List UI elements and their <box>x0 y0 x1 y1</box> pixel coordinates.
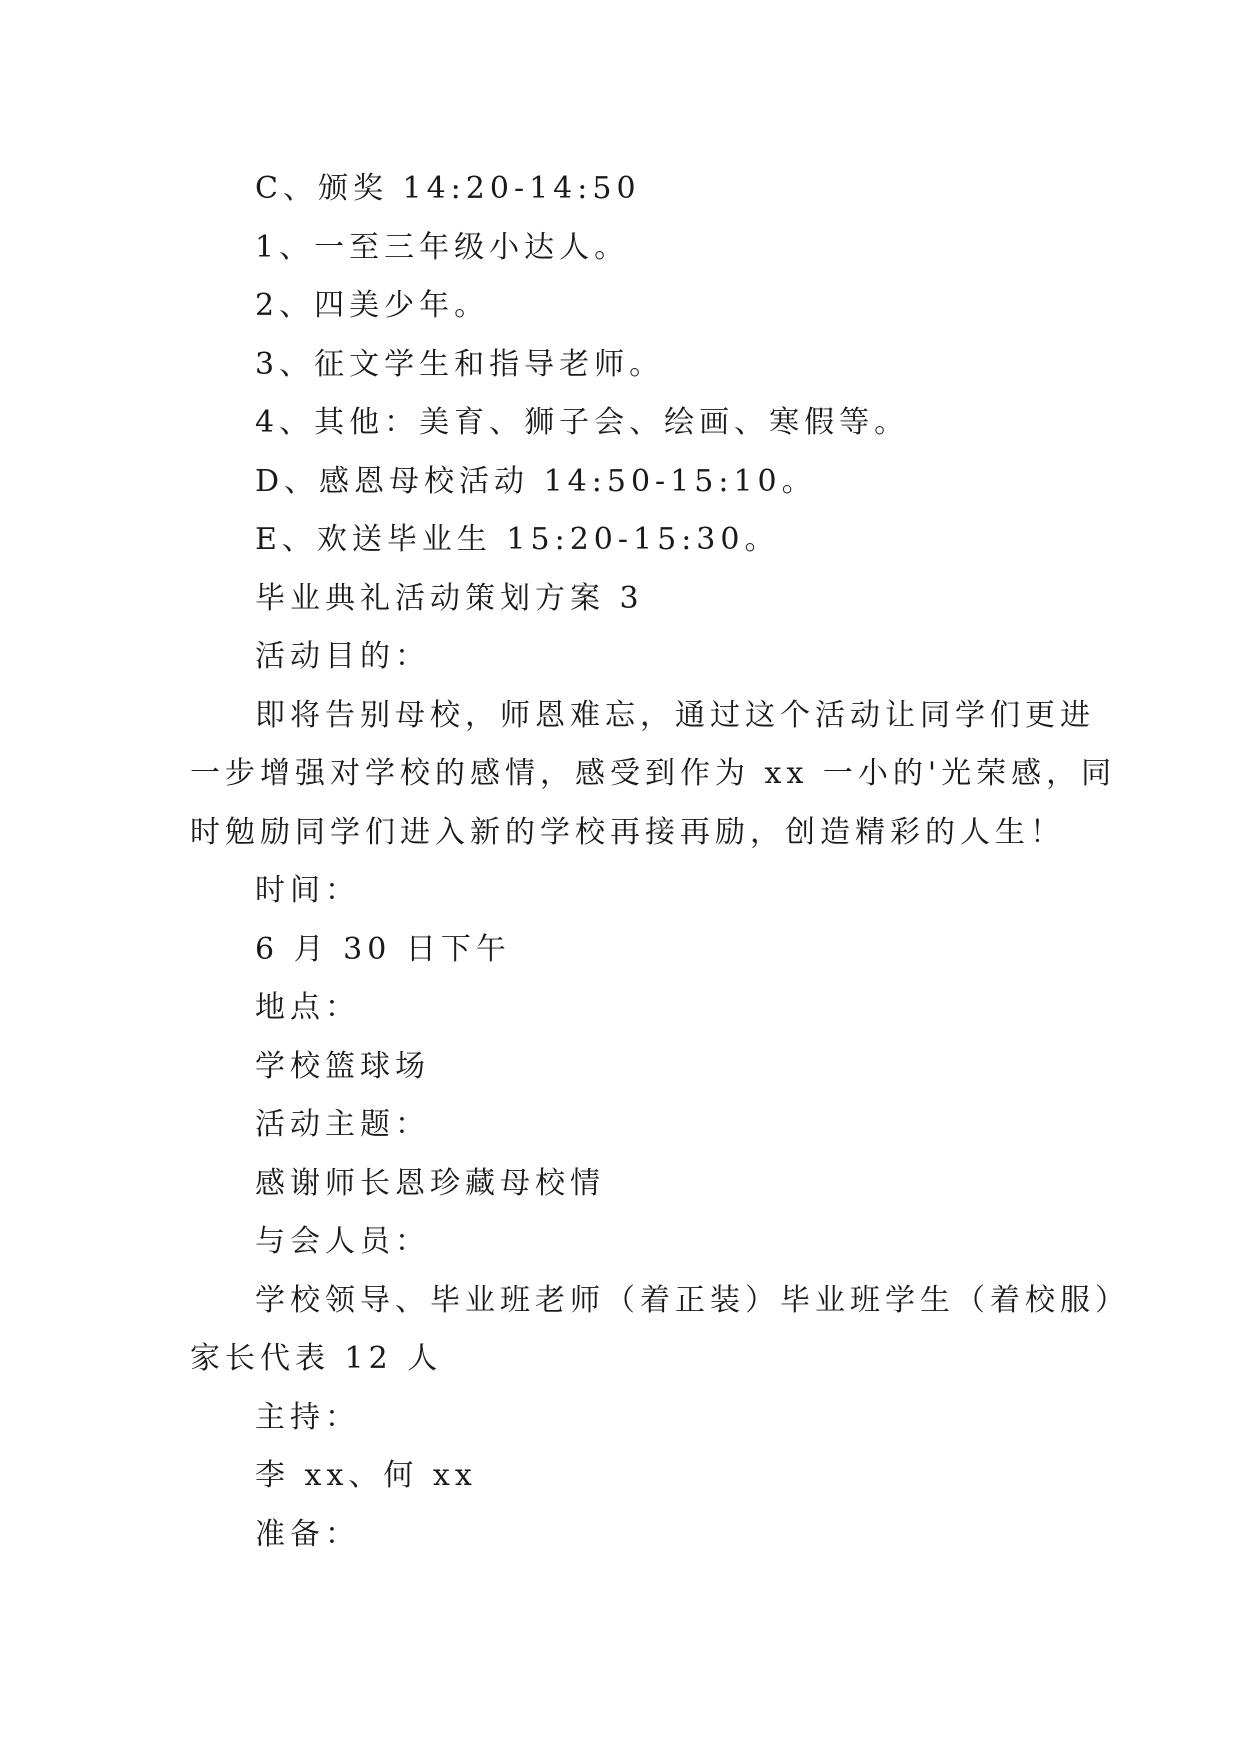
award-schedule-line: C、颁奖 14:20-14:50 <box>255 171 641 206</box>
host-value: 李 xx、何 xx <box>255 1458 477 1493</box>
host-label: 主持： <box>255 1399 360 1435</box>
award-item-1: 1、一至三年级小达人。 <box>255 229 630 265</box>
award-item-2: 2、四美少年。 <box>255 288 490 323</box>
purpose-line-3: 时勉励同学们进入新的学校再接再励，创造精彩的人生！ <box>190 814 1065 850</box>
award-item-3: 3、征文学生和指导老师。 <box>255 346 665 382</box>
attendees-line-2: 家长代表 12 人 <box>190 1341 443 1376</box>
location-label: 地点： <box>255 990 360 1025</box>
purpose-line-2: 一步增强对学校的感情，感受到作为 xx 一小的'光荣感，同 <box>190 756 1117 791</box>
time-label: 时间： <box>255 873 360 908</box>
purpose-label: 活动目的： <box>255 639 430 674</box>
purpose-paragraph <box>190 687 1117 863</box>
gratitude-activity-line: D、感恩母校活动 14:50-15:10。 <box>255 463 817 499</box>
time-value: 6 月 30 日下午 <box>255 931 511 967</box>
preparation-label: 准备： <box>255 1516 360 1552</box>
attendees-label: 与会人员： <box>255 1224 430 1259</box>
attendees-paragraph <box>190 1272 1130 1389</box>
purpose-line-1: 即将告别母校，师恩难忘，通过这个活动让同学们更进 <box>255 697 1095 733</box>
award-item-4: 4、其他：美育、狮子会、绘画、寒假等。 <box>255 405 910 440</box>
section-heading: 毕业典礼活动策划方案 3 <box>255 580 644 616</box>
theme-label: 活动主题： <box>255 1107 430 1142</box>
location-value: 学校篮球场 <box>255 1048 430 1084</box>
farewell-line: E、欢送毕业生 15:20-15:30。 <box>255 522 780 557</box>
theme-value: 感谢师长恩珍藏母校情 <box>255 1165 605 1201</box>
attendees-line-1: 学校领导、毕业班老师（着正装）毕业班学生（着校服） <box>255 1282 1130 1318</box>
document-body <box>190 160 1130 1564</box>
